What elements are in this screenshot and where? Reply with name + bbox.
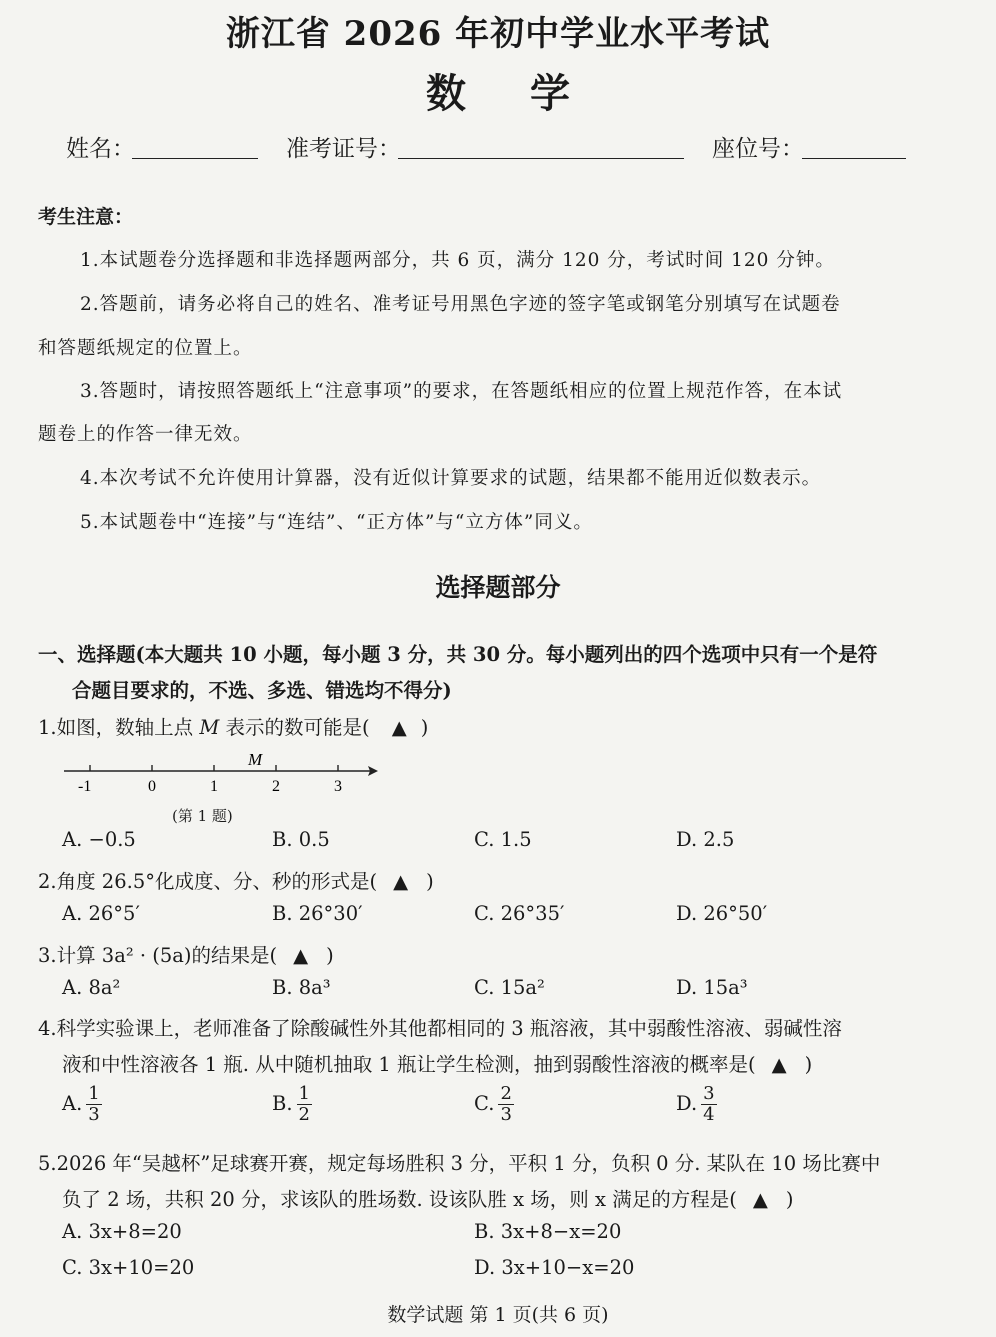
option-a[interactable]: A. 3x+8=20 [62, 1220, 182, 1243]
part-heading-cont: 合题目要求的，不选、多选、错选均不得分) [72, 679, 452, 702]
exam-id-blank[interactable] [398, 158, 684, 159]
option-d[interactable]: D. $\frac{3}{4}$ [676, 1083, 715, 1125]
notice-item: 5.本试题卷中“连接”与“连结”、“正方体”与“立方体”同义。 [80, 512, 593, 533]
tick-label: 3 [334, 778, 342, 795]
part-heading: 一、选择题(本大题共 10 小题，每小题 3 分，共 30 分。每小题列出的四个选项中只有一个是符 [38, 643, 878, 666]
answer-blank-triangle: ▲ [752, 1188, 768, 1211]
answer-blank-triangle: ▲ [293, 944, 309, 967]
answer-blank-triangle: ▲ [391, 716, 407, 739]
exam-title: 浙江省 2026 年初中学业水平考试 [225, 14, 771, 54]
answer-blank-triangle: ▲ [771, 1053, 787, 1076]
question-1-stem: 1.如图，数轴上点 M 表示的数可能是( ▲ ) [38, 716, 429, 739]
notice-item: 3.答题时，请按照答题纸上“注意事项”的要求，在答题纸相应的位置上规范作答，在本试 [80, 381, 843, 402]
seat-blank[interactable] [802, 158, 906, 159]
option-c[interactable]: C. 1.5 [474, 828, 532, 851]
notice-item: 2.答题前，请务必将自己的姓名、准考证号用黑色字迹的签字笔或钢笔分别填写在试题卷 [80, 294, 841, 315]
option-b[interactable]: B. 8a³ [272, 976, 331, 999]
name-blank[interactable] [132, 158, 258, 159]
seat-label: 座位号： [712, 136, 804, 162]
fraction: $\frac{3}{4}$ [703, 1083, 715, 1125]
notice-item: 和答题纸规定的位置上。 [38, 338, 253, 359]
question-2-stem: 2.角度 26.5°化成度、分、秒的形式是( ▲ ) [38, 870, 434, 893]
tick-label: 2 [272, 778, 280, 795]
page-footer: 数学试题 第 1 页(共 6 页) [387, 1304, 609, 1326]
option-b[interactable]: B. 0.5 [272, 828, 330, 851]
option-d[interactable]: D. 26°50′ [676, 902, 768, 925]
question-3-stem: 3.计算 3a² · (5a)的结果是( ▲ ) [38, 944, 334, 967]
option-d[interactable]: D. 3x+10−x=20 [474, 1256, 635, 1279]
option-a[interactable]: A. −0.5 [62, 828, 136, 851]
tick-label: 1 [210, 778, 218, 795]
tick-label: 0 [148, 778, 156, 795]
fraction: $\frac{2}{3}$ [500, 1083, 512, 1125]
option-a[interactable]: A. 8a² [62, 976, 121, 999]
question-4-stem-line2: 液和中性溶液各 1 瓶. 从中随机抽取 1 瓶让学生检测，抽到弱酸性溶液的概率是( ▲ ) [62, 1053, 813, 1076]
option-d[interactable]: D. 2.5 [676, 828, 735, 851]
notice-item: 4.本次考试不允许使用计算器，没有近似计算要求的试题，结果都不能用近似数表示。 [80, 468, 822, 489]
question-5-stem-line2: 负了 2 场，共积 20 分，求该队的胜场数. 设该队胜 x 场，则 x 满足的方程是( ▲ ) [62, 1188, 794, 1211]
option-c[interactable]: C. 15a² [474, 976, 545, 999]
point-m-label: M [248, 750, 263, 769]
question-4-stem-line1: 4.科学实验课上，老师准备了除酸碱性外其他都相同的 3 瓶溶液，其中弱酸性溶液、弱碱性溶 [38, 1017, 842, 1040]
exam-id-label: 准考证号： [286, 136, 401, 162]
question-5-stem-line1: 5.2026 年“吴越杯”足球赛开赛，规定每场胜积 3 分，平积 1 分，负积 0 分. 某队在 10 场比赛中 [38, 1152, 881, 1175]
option-c[interactable]: C. 26°35′ [474, 902, 565, 925]
answer-blank-triangle: ▲ [393, 870, 409, 893]
tick-marks [90, 765, 338, 771]
option-a[interactable]: A. $\frac{1}{3}$ [62, 1083, 100, 1125]
notice-heading: 考生注意： [38, 206, 134, 228]
option-a[interactable]: A. 26°5′ [62, 902, 140, 925]
option-b[interactable]: B. 26°30′ [272, 902, 363, 925]
figure-caption: (第 1 题) [172, 807, 233, 825]
option-c[interactable]: C. 3x+10=20 [62, 1256, 195, 1279]
tick-label: -1 [78, 778, 92, 795]
notice-item: 题卷上的作答一律无效。 [38, 424, 253, 445]
subject-title: 数学 [426, 70, 634, 117]
section-title: 选择题部分 [435, 573, 561, 602]
option-d[interactable]: D. 15a³ [676, 976, 748, 999]
number-line-figure [60, 745, 390, 797]
fraction: $\frac{1}{3}$ [88, 1083, 100, 1125]
option-b[interactable]: B. $\frac{1}{2}$ [272, 1083, 310, 1125]
fraction: $\frac{1}{2}$ [298, 1083, 310, 1125]
notice-item: 1.本试题卷分选择题和非选择题两部分，共 6 页，满分 120 分，考试时间 120 分钟。 [80, 250, 835, 271]
name-label: 姓名： [66, 136, 135, 162]
option-c[interactable]: C. $\frac{2}{3}$ [474, 1083, 512, 1125]
option-b[interactable]: B. 3x+8−x=20 [474, 1220, 622, 1243]
